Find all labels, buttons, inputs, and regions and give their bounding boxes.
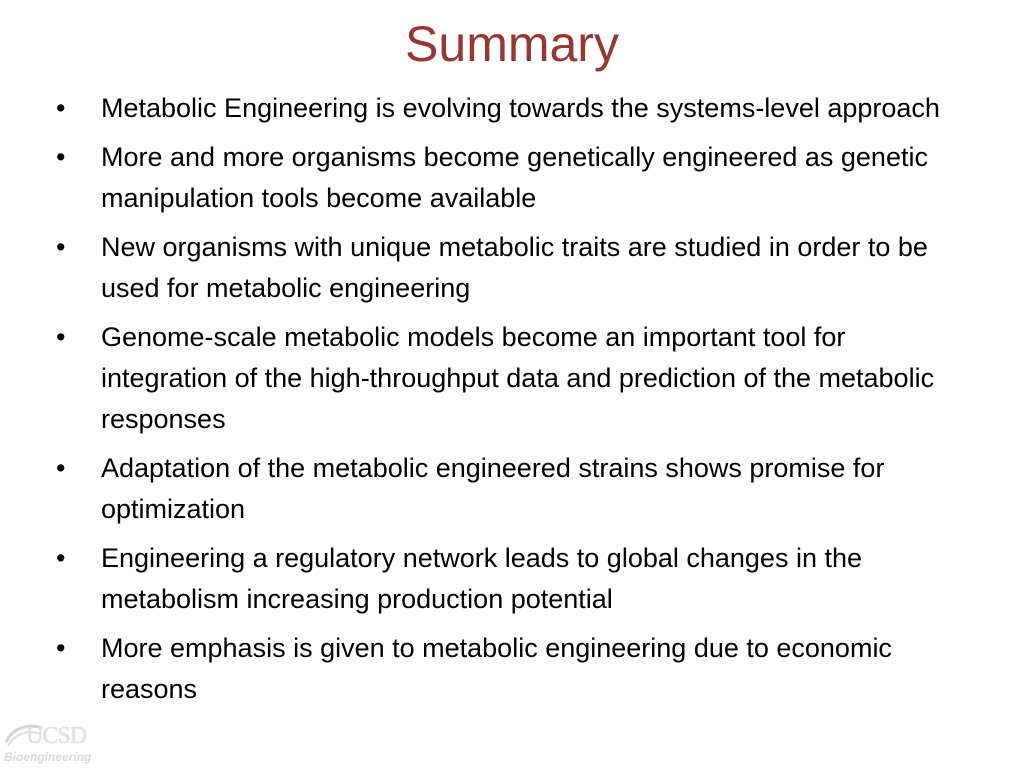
bullet-dot-icon: • (56, 633, 66, 663)
bullet-list (56, 88, 966, 718)
bullet-item (56, 317, 966, 440)
bullet-text: More and more organisms become genetically engineered as genetic manipulation tools become available (101, 142, 928, 213)
bullet-dot-icon: • (56, 453, 66, 483)
bullet-text: Adaptation of the metabolic engineered strains shows promise for optimization (101, 453, 885, 524)
ucsd-bioengineering-logo (4, 722, 116, 766)
bullet-text: Engineering a regulatory network leads to global changes in the metabolism increasing production potential (101, 543, 862, 614)
bullet-item (56, 448, 966, 530)
bullet-dot-icon: • (56, 93, 66, 123)
bullet-dot-icon: • (56, 543, 66, 573)
bullet-text: More emphasis is given to metabolic engineering due to economic reasons (101, 633, 892, 704)
bullet-item (56, 538, 966, 620)
bullet-text: New organisms with unique metabolic traits are studied in order to be used for metabolic engineering (101, 232, 928, 303)
bullet-dot-icon: • (56, 142, 66, 172)
slide-title: Summary (405, 16, 619, 72)
bullet-item (56, 628, 966, 710)
bullet-text: Genome-scale metabolic models become an important tool for integration of the high-throughput data and prediction of the metabolic responses (101, 322, 935, 434)
bullet-dot-icon: • (56, 232, 66, 262)
bullet-item (56, 227, 966, 309)
logo-subtext: Bioengineering (4, 750, 92, 764)
logo-text: UCSD (26, 723, 87, 749)
bullet-dot-icon: • (56, 322, 66, 352)
bullet-item (56, 137, 966, 219)
bullet-item (56, 88, 966, 129)
bullet-text: Metabolic Engineering is evolving towards the systems-level approach (101, 93, 940, 123)
